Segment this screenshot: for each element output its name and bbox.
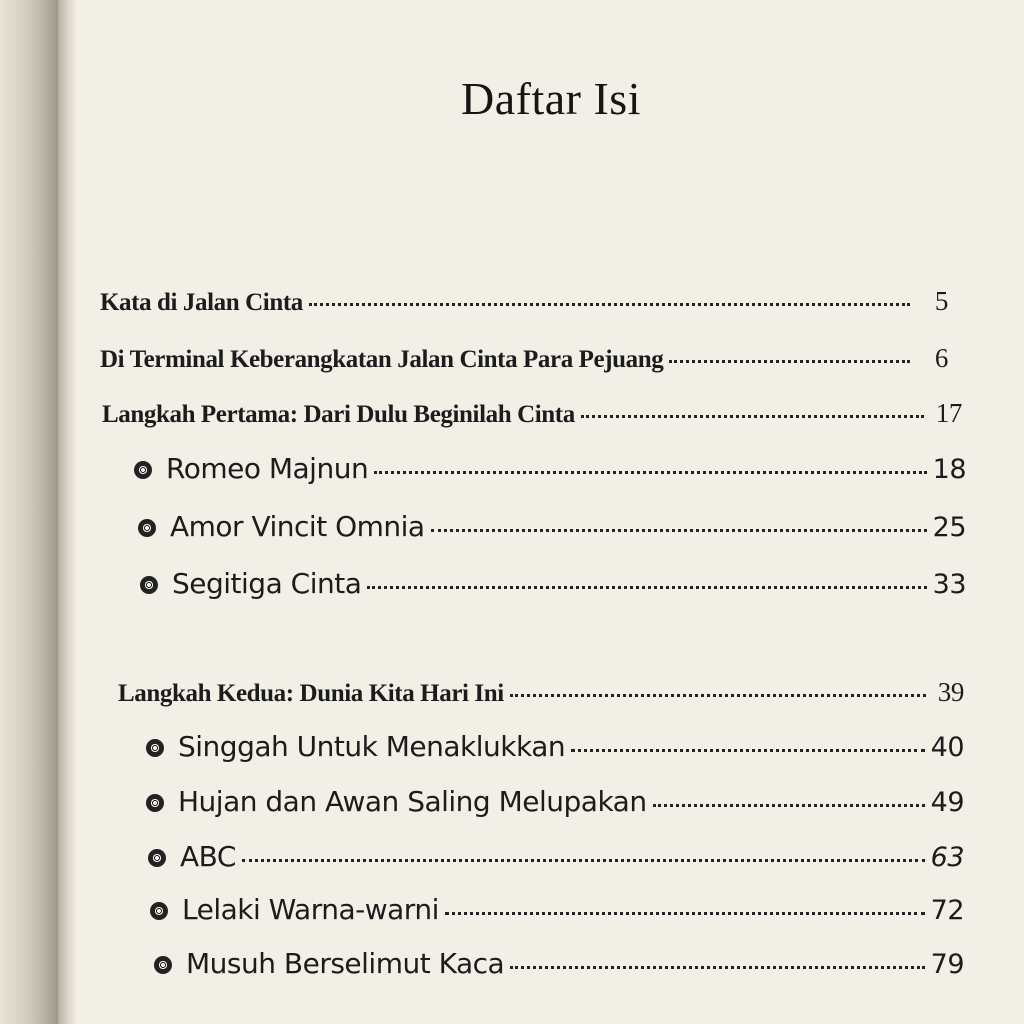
toc-entry-page: 40 [930,732,964,763]
flower-bullet-icon [150,902,168,920]
dot-leader [581,414,924,418]
flower-bullet-icon [154,956,172,974]
toc-entry [118,677,964,708]
flower-bullet-icon [134,461,152,479]
table-of-contents [78,0,1024,1024]
toc-entry-label: Singgah Untuk Menaklukkan [178,730,566,763]
dot-leader [510,965,924,969]
toc-subentry [140,567,966,600]
toc-entry-label: Lelaki Warna-warni [182,893,439,926]
page-gutter [58,0,78,1024]
dot-leader [431,528,927,532]
dot-leader [242,858,925,862]
toc-entry-page: 25 [932,512,966,543]
toc-entry-label: Musuh Berselimut Kaca [186,947,505,980]
toc-entry-label: Langkah Pertama: Dari Dulu Beginilah Cinta [102,401,575,428]
toc-entry-label: Di Terminal Keberangkatan Jalan Cinta Para Pejuang [100,346,664,373]
toc-entry-label: Hujan dan Awan Saling Melupakan [178,785,647,818]
toc-entry-page: 18 [932,454,966,485]
toc-entry-page: 5 [934,286,948,316]
toc-entry-label: Segitiga Cinta [172,567,362,600]
book-binding [0,0,58,1024]
toc-entry [100,343,948,374]
toc-entry-page: 63 [930,842,964,873]
toc-entry-label: Langkah Kedua: Dunia Kita Hari Ini [118,680,504,707]
flower-bullet-icon [138,519,156,537]
toc-subentry [138,510,966,543]
toc-entry-label: Kata di Jalan Cinta [100,289,303,316]
toc-entry-page: 6 [934,343,948,373]
toc-entry-page: 17 [935,398,962,428]
book-page [78,0,1024,1024]
dot-leader [669,359,910,363]
toc-entry-page: 72 [930,895,964,926]
toc-entry-page: 49 [930,787,964,818]
toc-entry-label: Amor Vincit Omnia [170,510,425,543]
toc-entry [102,398,962,429]
toc-subentry [146,730,964,763]
toc-entry-page: 33 [932,569,966,600]
dot-leader [309,302,910,306]
toc-entry-label: ABC [180,840,236,873]
flower-bullet-icon [146,794,164,812]
dot-leader [653,803,925,807]
toc-entry-page: 39 [937,677,964,707]
dot-leader [374,470,926,474]
page-title: Daftar Isi [461,73,641,124]
toc-subentry [146,785,964,818]
toc-entry [100,286,948,317]
dot-leader [571,748,925,752]
flower-bullet-icon [146,739,164,757]
dot-leader [367,585,926,589]
toc-subentry [134,452,966,485]
dot-leader [445,911,925,915]
toc-entry-label: Romeo Majnun [166,452,369,485]
flower-bullet-icon [148,849,166,867]
flower-bullet-icon [140,576,158,594]
toc-entry-page: 79 [930,949,964,980]
toc-subentry [148,840,964,873]
dot-leader [510,693,926,697]
toc-subentry [154,947,964,980]
toc-subentry [150,893,964,926]
